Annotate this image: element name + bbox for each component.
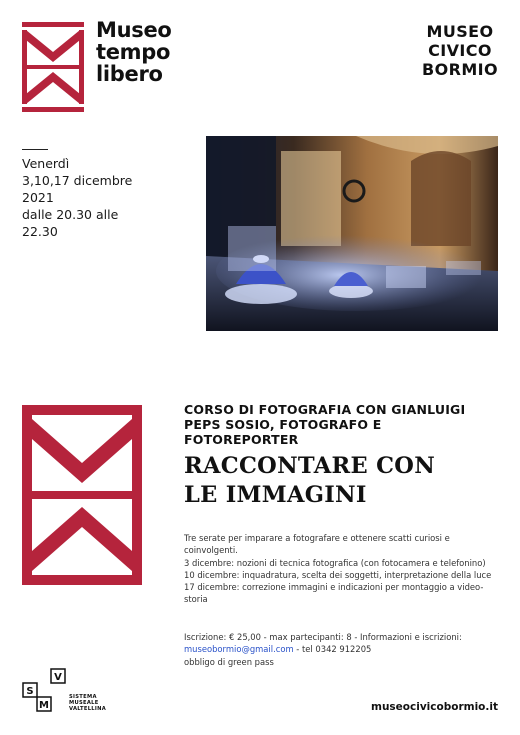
website-link[interactable]: museocivicobormio.it xyxy=(371,701,498,713)
smv-caption-line: MUSEALE xyxy=(69,700,99,706)
title-line: RACCONTARE CON xyxy=(184,453,436,479)
registration-info xyxy=(184,631,506,668)
registration-line: Iscrizione: € 25,00 - max partecipanti: 8 - Informazioni e iscrizioni: xyxy=(184,632,462,642)
date-line: Venerdì xyxy=(22,156,70,171)
subtitle-line: FOTOREPORTER xyxy=(184,432,299,447)
date-divider xyxy=(22,149,48,150)
museo-civico-bormio-title xyxy=(422,22,498,79)
date-line: 22.30 xyxy=(22,224,58,239)
smv-caption-line: VALTELLINA xyxy=(69,706,107,712)
smv-letter-s: S xyxy=(26,686,34,697)
description-line: Tre serate per imparare a fotografare e ottenere scatti curiosi e xyxy=(184,533,450,543)
title-line: LE IMMAGINI xyxy=(184,482,367,508)
title-line: Museo xyxy=(96,18,172,42)
smv-letter-m: M xyxy=(39,700,49,711)
smv-caption-line: SISTEMA xyxy=(69,694,97,700)
event-dates xyxy=(22,155,162,240)
description-line: 10 dicembre: inquadratura, scelta dei soggetti, interpretazione della luce xyxy=(184,569,492,580)
title-line: MUSEO xyxy=(426,22,494,41)
course-title xyxy=(184,452,504,510)
title-line: CIVICO xyxy=(428,41,492,60)
date-line: 3,10,17 dicembre xyxy=(22,173,133,188)
description-line: 3 dicembre: nozioni di tecnica fotografica (con fotocamera e telefonino) xyxy=(184,557,486,568)
subtitle-line: CORSO DI FOTOGRAFIA CON GIANLUIGI xyxy=(184,402,466,417)
email-link[interactable]: museobormio@gmail.com xyxy=(184,644,294,655)
course-subtitle xyxy=(184,402,484,447)
date-line: dalle 20.30 alle xyxy=(22,207,119,222)
description-line: 17 dicembre: correzione immagini e indicazioni per montaggio a video- xyxy=(184,582,484,593)
course-description xyxy=(184,532,506,606)
description-line: coinvolgenti. xyxy=(184,545,238,556)
museo-tempo-libero-logo-icon xyxy=(22,22,84,112)
title-line: tempo xyxy=(96,40,171,64)
description-line: storia xyxy=(184,594,208,605)
smv-caption xyxy=(69,694,106,712)
title-line: BORMIO xyxy=(422,60,498,79)
subtitle-line: PEPS SOSIO, FOTOGRAFO E xyxy=(184,417,382,432)
museum-interior-photo xyxy=(206,136,498,331)
contact-line xyxy=(184,643,506,655)
smv-logo-icon xyxy=(22,668,66,712)
museo-tempo-libero-title xyxy=(96,19,172,85)
title-line: libero xyxy=(96,62,163,86)
green-pass-line: obbligo di green pass xyxy=(184,656,274,667)
museo-tempo-libero-large-logo-icon xyxy=(22,405,142,585)
smv-letter-v: V xyxy=(54,672,62,683)
date-line: 2021 xyxy=(22,190,54,205)
phone-text: - tel 0342 912205 xyxy=(293,644,372,655)
